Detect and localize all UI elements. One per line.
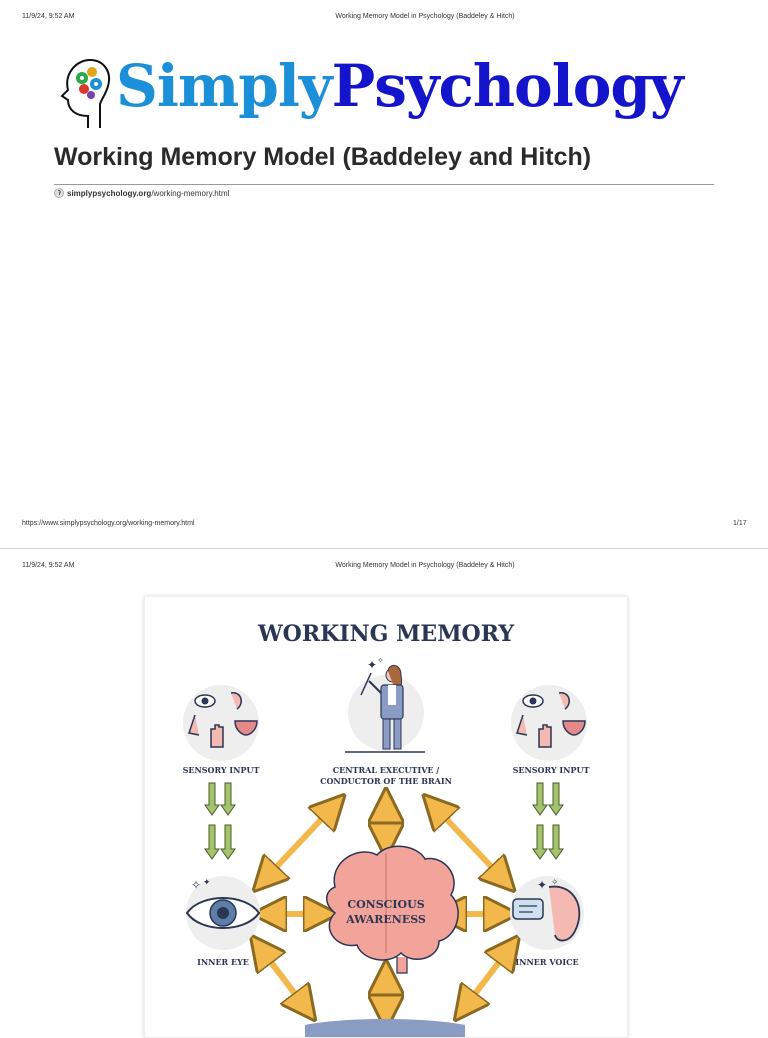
print-page-title: Working Memory Model in Psychology (Baddeley & Hitch) xyxy=(335,13,515,20)
inner-voice-icon xyxy=(510,876,584,950)
site-logo[interactable] xyxy=(58,52,708,136)
print-datetime: 11/9/24, 9:52 AM xyxy=(22,13,75,20)
label-central-executive xyxy=(305,765,467,787)
head-gears-icon xyxy=(58,56,114,132)
label-sensory-input-right: SENSORY INPUT xyxy=(512,765,590,775)
figure-illustration xyxy=(145,597,627,1037)
hand-icon xyxy=(211,725,223,747)
svg-text:✦: ✦ xyxy=(203,877,211,887)
down-arrows-left xyxy=(205,783,235,859)
brain-line2: AWARENESS xyxy=(346,913,426,926)
label-inner-voice: INNER VOICE xyxy=(515,957,579,967)
bottom-element-partial xyxy=(305,1019,465,1037)
print-footer-url: https://www.simplypsychology.org/working-memory.html xyxy=(22,520,195,527)
source-domain: simplypsychology.org xyxy=(67,188,152,198)
label-sensory-input-left: SENSORY INPUT xyxy=(182,765,260,775)
down-arrows-right xyxy=(533,783,563,859)
print-page-number: 1/17 xyxy=(733,520,747,527)
central-executive-line2: CONDUCTOR OF THE BRAIN xyxy=(320,776,452,786)
eye-icon xyxy=(523,695,543,707)
label-conscious-awareness xyxy=(331,897,441,927)
svg-text:✦: ✦ xyxy=(367,658,378,672)
svg-text:✧: ✧ xyxy=(191,878,202,892)
print-page-title-2: Working Memory Model in Psychology (Baddeley & Hitch) xyxy=(335,562,515,569)
brain-line1: CONSCIOUS xyxy=(347,898,425,911)
central-executive-line1: CENTRAL EXECUTIVE / xyxy=(332,765,440,775)
print-datetime-2: 11/9/24, 9:52 AM xyxy=(22,562,75,569)
svg-text:✧: ✧ xyxy=(377,656,384,665)
figure-title: WORKING MEMORY xyxy=(257,621,515,647)
label-inner-eye: INNER EYE xyxy=(197,957,249,967)
svg-text:✧: ✧ xyxy=(551,877,559,887)
hand-icon xyxy=(539,725,551,747)
sensory-organs-right xyxy=(511,685,587,761)
eye-icon xyxy=(195,695,215,707)
logo-wordmark xyxy=(116,52,683,120)
article-title: Working Memory Model (Baddeley and Hitch) xyxy=(54,143,592,171)
logo-word-psychology: Psychology xyxy=(331,52,683,120)
conductor-figure xyxy=(345,656,425,752)
logo-word-simply: Simply xyxy=(116,52,332,120)
title-divider xyxy=(54,184,714,185)
site-favicon-icon xyxy=(54,188,64,198)
sensory-organs-left xyxy=(183,685,259,761)
inner-eye-icon xyxy=(186,876,260,950)
working-memory-figure xyxy=(144,596,628,1038)
source-path: /working-memory.html xyxy=(151,188,230,198)
svg-text:✦: ✦ xyxy=(537,878,548,892)
source-link[interactable] xyxy=(54,188,229,198)
